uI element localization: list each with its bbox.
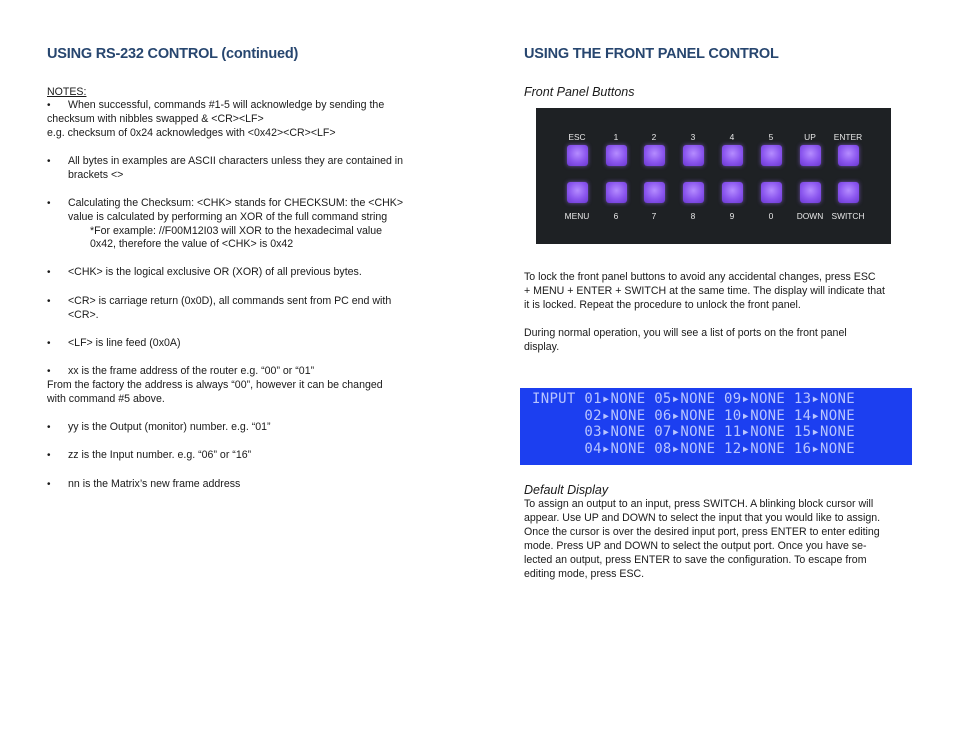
panel-button-top	[567, 145, 588, 166]
panel-button-top	[838, 145, 859, 166]
panel-button-bottom	[567, 182, 588, 203]
front-panel-image	[536, 108, 891, 244]
bullet-icon: •	[47, 479, 51, 490]
paragraph-line: lected an output, press ENTER to save the configuration. To escape from	[524, 554, 867, 566]
bullet-icon: •	[47, 296, 51, 307]
right-heading: USING THE FRONT PANEL CONTROL	[524, 46, 779, 62]
paragraph-line: editing mode, press ESC.	[524, 568, 645, 580]
paragraph-line: appear. Use UP and DOWN to select the input that you would like to assign.	[524, 512, 881, 524]
panel-button-bottom	[722, 182, 743, 203]
bullet-icon: •	[47, 422, 51, 433]
bullet-icon: •	[47, 198, 51, 209]
panel-label-bottom: SWITCH	[831, 211, 865, 221]
bullet-icon: •	[47, 156, 51, 167]
panel-button-top	[683, 145, 704, 166]
lcd-display	[520, 388, 912, 465]
note-line: value is calculated by performing an XOR of the full command string	[68, 211, 388, 223]
note-line: brackets <>	[68, 169, 124, 181]
bullet-icon: •	[47, 338, 51, 349]
panel-label-bottom: 7	[651, 211, 657, 221]
panel-label-bottom: MENU	[564, 211, 590, 221]
note-line: zz is the Input number. e.g. “06” or “16”	[68, 449, 252, 461]
default-display-label: Default Display	[524, 483, 609, 497]
panel-button-bottom	[800, 182, 821, 203]
bullet-icon: •	[47, 366, 51, 377]
note-line: <CHK> is the logical exclusive OR (XOR) of all previous bytes.	[68, 266, 362, 278]
note-line: From the factory the address is always “00”, however it can be changed	[47, 379, 383, 391]
bullet-icon: •	[47, 450, 51, 461]
note-line: with command #5 above.	[47, 393, 165, 405]
note-line: e.g. checksum of 0x24 acknowledges with <0x42><CR><LF>	[47, 127, 336, 139]
panel-label-bottom: 9	[729, 211, 735, 221]
lcd-line: 04▸NONE 08▸NONE 12▸NONE 16▸NONE	[532, 440, 855, 457]
panel-label-top: UP	[804, 132, 816, 142]
paragraph-line: Once the cursor is over the desired input port, press ENTER to enter editing	[524, 526, 880, 538]
panel-label-top: 2	[651, 132, 657, 142]
paragraph-line: + MENU + ENTER + SWITCH at the same time. The display will indicate that	[524, 285, 885, 297]
note-line: When successful, commands #1-5 will acknowledge by sending the	[68, 99, 385, 111]
panel-button-bottom	[606, 182, 627, 203]
panel-label-top: 4	[729, 132, 735, 142]
panel-label-bottom: 0	[768, 211, 774, 221]
note-line: *For example: //F00M12I03 will XOR to the hexadecimal value	[90, 225, 383, 237]
panel-button-top	[644, 145, 665, 166]
panel-button-top	[761, 145, 782, 166]
panel-label-top: 1	[613, 132, 619, 142]
left-heading: USING RS-232 CONTROL (continued)	[47, 46, 299, 62]
panel-button-top	[800, 145, 821, 166]
paragraph-line: it is locked. Repeat the procedure to unlock the front panel.	[524, 299, 801, 311]
panel-label-top: 3	[690, 132, 696, 142]
panel-label-bottom: 6	[613, 211, 619, 221]
paragraph-line: display.	[524, 341, 560, 353]
paragraph-line: mode. Press UP and DOWN to select the output port. Once you have se-	[524, 540, 867, 552]
note-line: Calculating the Checksum: <CHK> stands for CHECKSUM: the <CHK>	[68, 197, 404, 209]
panel-label-top: ENTER	[833, 132, 863, 142]
note-line: <LF> is line feed (0x0A)	[68, 337, 181, 349]
panel-label-top: 5	[768, 132, 774, 142]
panel-button-bottom	[683, 182, 704, 203]
panel-label-top: ESC	[568, 132, 586, 142]
note-line: <CR> is carriage return (0x0D), all commands sent from PC end with	[68, 295, 392, 307]
note-line: 0x42, therefore the value of <CHK> is 0x42	[90, 238, 294, 250]
note-line: xx is the frame address of the router e.g. “00” or “01”	[68, 365, 315, 377]
paragraph-line: To lock the front panel buttons to avoid any accidental changes, press ESC	[524, 271, 876, 283]
lcd-line: INPUT 01▸NONE 05▸NONE 09▸NONE 13▸NONE	[532, 391, 855, 407]
paragraph-line: To assign an output to an input, press SWITCH. A blinking block cursor will	[524, 498, 874, 510]
lcd-line: 03▸NONE 07▸NONE 11▸NONE 15▸NONE	[532, 424, 855, 440]
panel-button-bottom	[838, 182, 859, 203]
panel-button-bottom	[644, 182, 665, 203]
note-line: nn is the Matrix’s new frame address	[68, 478, 241, 490]
lcd-line: 02▸NONE 06▸NONE 10▸NONE 14▸NONE	[532, 407, 855, 424]
front-panel-label: Front Panel Buttons	[524, 85, 635, 99]
notes-title: NOTES:	[47, 86, 87, 98]
note-line: checksum with nibbles swapped & <CR><LF>	[47, 113, 264, 125]
paragraph-line: During normal operation, you will see a list of ports on the front panel	[524, 327, 847, 339]
panel-button-top	[722, 145, 743, 166]
note-line: <CR>.	[68, 309, 99, 321]
bullet-icon: •	[47, 100, 51, 111]
note-line: yy is the Output (monitor) number. e.g. “01”	[68, 421, 271, 433]
panel-button-top	[606, 145, 627, 166]
panel-label-bottom: DOWN	[796, 211, 824, 221]
bullet-icon: •	[47, 267, 51, 278]
note-line: All bytes in examples are ASCII characters unless they are contained in	[68, 155, 404, 167]
panel-label-bottom: 8	[690, 211, 696, 221]
panel-button-bottom	[761, 182, 782, 203]
